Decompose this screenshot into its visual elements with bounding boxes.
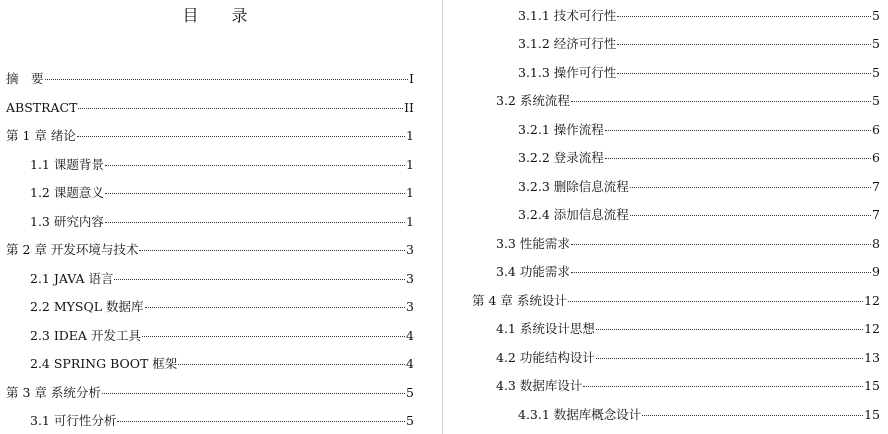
- toc-entry-1-3[interactable]: [30, 213, 414, 231]
- dot-leader: [139, 250, 405, 251]
- toc-entry-label: ABSTRACT: [6, 100, 78, 115]
- toc-entry-3-1-2[interactable]: [518, 35, 880, 53]
- dot-leader: [571, 272, 871, 273]
- dot-leader: [642, 415, 863, 416]
- toc-entry-label: 3.1.3 操作可行性: [518, 65, 617, 80]
- dot-leader: [117, 421, 405, 422]
- dot-leader: [102, 393, 405, 394]
- toc-entry-page: 7: [872, 207, 880, 222]
- toc-entry-page: 6: [872, 150, 880, 165]
- toc-entry-label: 4.2 功能结构设计: [496, 350, 595, 365]
- dot-leader: [630, 187, 871, 188]
- toc-entry-page: 5: [406, 413, 414, 428]
- toc-entry-label: 2.2 MYSQL 数据库: [30, 299, 144, 314]
- toc-entry-3-1-3[interactable]: [518, 64, 880, 82]
- toc-entry-page: 5: [872, 65, 880, 80]
- toc-entry-chapter-3[interactable]: [6, 384, 414, 402]
- toc-entry-4-2[interactable]: [496, 349, 880, 367]
- toc-entry-2-2[interactable]: [30, 298, 414, 316]
- toc-entry-4-3[interactable]: [496, 377, 880, 395]
- toc-entry-label: 第 2 章 开发环境与技术: [6, 242, 139, 257]
- dot-leader: [605, 130, 871, 131]
- toc-page-left: [0, 0, 430, 434]
- dot-leader: [45, 79, 409, 80]
- dot-leader: [114, 279, 405, 280]
- toc-entry-page: 15: [864, 407, 880, 422]
- dot-leader: [605, 158, 871, 159]
- toc-entry-label: 3.1.2 经济可行性: [518, 36, 617, 51]
- toc-entry-label: 2.4 SPRING BOOT 框架: [30, 356, 178, 371]
- dot-leader: [583, 386, 863, 387]
- dot-leader: [596, 329, 863, 330]
- toc-entry-label: 3.2.2 登录流程: [518, 150, 604, 165]
- toc-entry-label: 摘 要: [6, 71, 44, 86]
- toc-entry-label: 1.2 课题意义: [30, 185, 104, 200]
- toc-entry-page: 3: [406, 271, 414, 286]
- toc-entry-label: 3.1 可行性分析: [30, 413, 117, 428]
- toc-entry-page: 6: [872, 122, 880, 137]
- toc-entry-3-3[interactable]: [496, 235, 880, 253]
- toc-entry-page: 1: [406, 214, 414, 229]
- dot-leader: [617, 16, 871, 17]
- dot-leader: [178, 364, 405, 365]
- toc-entry-abstract-cn[interactable]: [6, 70, 414, 88]
- dot-leader: [630, 215, 871, 216]
- toc-title: 目 录: [182, 6, 262, 25]
- toc-entry-3-4[interactable]: [496, 263, 880, 281]
- toc-entry-label: 4.3 数据库设计: [496, 378, 583, 393]
- toc-entry-page: 3: [406, 242, 414, 257]
- toc-entry-3-1-1[interactable]: [518, 7, 880, 25]
- dot-leader: [596, 358, 863, 359]
- toc-entry-2-1[interactable]: [30, 270, 414, 288]
- toc-entry-label: 3.3 性能需求: [496, 236, 570, 251]
- toc-entry-page: 9: [872, 264, 880, 279]
- toc-entry-label: 1.3 研究内容: [30, 214, 104, 229]
- dot-leader: [571, 101, 871, 102]
- dot-leader: [77, 136, 405, 137]
- toc-entry-page: 15: [864, 378, 880, 393]
- toc-entry-3-2-4[interactable]: [518, 206, 880, 224]
- dot-leader: [571, 244, 871, 245]
- dot-leader: [105, 165, 405, 166]
- dot-leader: [617, 73, 871, 74]
- toc-entry-page: 7: [872, 179, 880, 194]
- toc-entry-3-2-3[interactable]: [518, 178, 880, 196]
- toc-entry-page: 4: [406, 328, 414, 343]
- toc-entry-page: 4: [406, 356, 414, 371]
- toc-entry-page: 1: [406, 157, 414, 172]
- toc-entry-label: 第 3 章 系统分析: [6, 385, 101, 400]
- toc-entry-page: II: [404, 100, 414, 115]
- toc-entry-chapter-2[interactable]: [6, 241, 414, 259]
- toc-entry-page: 5: [872, 36, 880, 51]
- toc-entry-label: 2.1 JAVA 语言: [30, 271, 114, 286]
- toc-entry-label: 4.1 系统设计思想: [496, 321, 595, 336]
- toc-entry-label: 3.2.3 删除信息流程: [518, 179, 629, 194]
- toc-entry-label: 3.4 功能需求: [496, 264, 570, 279]
- dot-leader: [105, 193, 405, 194]
- dot-leader: [145, 307, 406, 308]
- toc-entry-page: 5: [872, 93, 880, 108]
- toc-entry-3-2-1[interactable]: [518, 121, 880, 139]
- dot-leader: [105, 222, 405, 223]
- toc-entry-2-3[interactable]: [30, 327, 414, 345]
- dot-leader: [142, 336, 405, 337]
- dot-leader: [568, 301, 863, 302]
- toc-entry-3-2-2[interactable]: [518, 149, 880, 167]
- toc-entry-page: 13: [864, 350, 880, 365]
- toc-entry-4-3-1[interactable]: [518, 406, 880, 424]
- toc-entry-3-1[interactable]: [30, 412, 414, 430]
- toc-entry-chapter-4[interactable]: [472, 292, 880, 310]
- toc-entry-3-2[interactable]: [496, 92, 880, 110]
- toc-entry-4-1[interactable]: [496, 320, 880, 338]
- toc-entry-abstract-en[interactable]: [6, 99, 414, 117]
- toc-entry-page: 12: [864, 321, 880, 336]
- toc-entry-1-1[interactable]: [30, 156, 414, 174]
- toc-entry-label: 2.3 IDEA 开发工具: [30, 328, 141, 343]
- toc-entry-label: 3.2.4 添加信息流程: [518, 207, 629, 222]
- toc-entry-label: 4.3.1 数据库概念设计: [518, 407, 642, 422]
- toc-entry-label: 3.1.1 技术可行性: [518, 8, 617, 23]
- toc-entry-page: I: [409, 71, 414, 86]
- toc-entry-page: 8: [872, 236, 880, 251]
- toc-entry-page: 5: [406, 385, 414, 400]
- toc-entry-label: 第 4 章 系统设计: [472, 293, 567, 308]
- toc-entry-page: 3: [406, 299, 414, 314]
- toc-entry-1-2[interactable]: [30, 184, 414, 202]
- toc-entry-page: 1: [406, 128, 414, 143]
- toc-entry-label: 1.1 课题背景: [30, 157, 104, 172]
- toc-entry-2-4[interactable]: [30, 355, 414, 373]
- toc-entry-page: 5: [872, 8, 880, 23]
- toc-page-right: [458, 0, 888, 434]
- dot-leader: [617, 44, 871, 45]
- toc-entry-label: 第 1 章 绪论: [6, 128, 76, 143]
- dot-leader: [78, 108, 403, 109]
- page-divider: [442, 0, 443, 434]
- toc-entry-page: 12: [864, 293, 880, 308]
- toc-entry-label: 3.2 系统流程: [496, 93, 570, 108]
- toc-entry-page: 1: [406, 185, 414, 200]
- toc-entry-chapter-1[interactable]: [6, 127, 414, 145]
- toc-entry-label: 3.2.1 操作流程: [518, 122, 604, 137]
